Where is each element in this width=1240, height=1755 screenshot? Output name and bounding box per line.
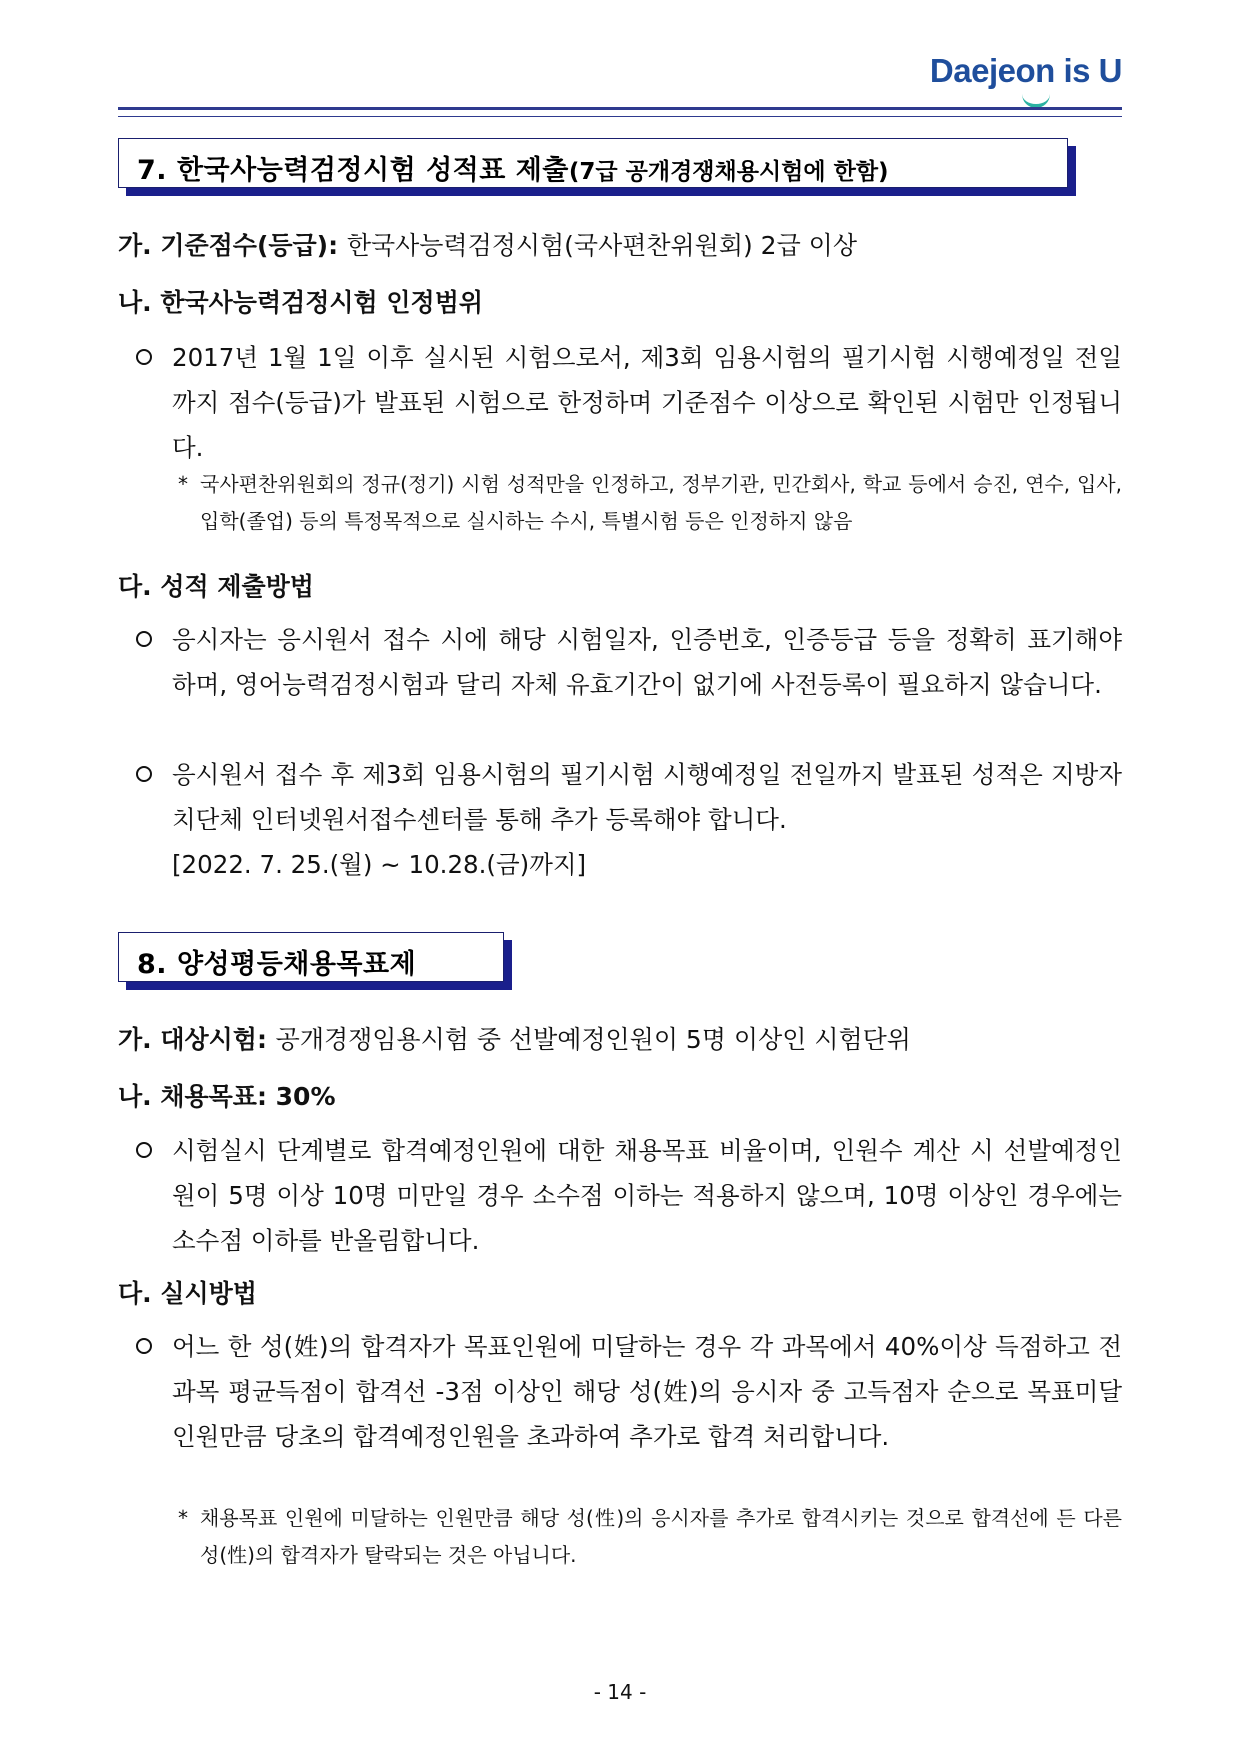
section-8-item-b-heading: 나. 채용목표: 30% (118, 1082, 336, 1111)
item-a-label: 가. 대상시험: (118, 1025, 267, 1054)
section-8-title-box (118, 932, 504, 982)
bullet-text: 시험실시 단계별로 합격예정인원에 대한 채용목표 비율이며, 인원수 계산 시 선발예정인원이 5명 이상 10명 미만일 경우 소수점 이하는 적용하지 않으며, 10명 이상인 경우에는 소수점 이하를 반올림합니다. (172, 1136, 1122, 1255)
bullet-text: 응시자는 응시원서 접수 시에 해당 시험일자, 인증번호, 인증등급 등을 정확히 표기해야 하며, 영어능력검정시험과 달리 자체 유효기간이 없기에 사전등록이 필요하지 않습니다. (172, 625, 1122, 699)
bullet-text: 응시원서 접수 후 제3회 임용시험의 필기시험 시행예정일 전일까지 발표된 성적은 지방자치단체 인터넷원서접수센터를 통해 추가 등록해야 합니다. (172, 760, 1122, 834)
section-7-item-b-note (178, 466, 1122, 540)
note-asterisk-icon: * (178, 472, 188, 496)
note-asterisk-icon: * (178, 1506, 188, 1530)
bullet-text: 어느 한 성(姓)의 합격자가 목표인원에 미달하는 경우 각 과목에서 40%이상 득점하고 전 과목 평균득점이 합격선 -3점 이상인 해당 성(姓)의 응시자 중 고득점자 순으로 목표미달 인원만큼 당초의 합격예정인원을 초과하여 추가로 합격 처리합니다. (172, 1332, 1122, 1451)
section-7-item-b-bullet (136, 335, 1122, 470)
section-8-item-c-heading: 다. 실시방법 (118, 1279, 257, 1308)
page-number: - 14 - (593, 1680, 647, 1704)
section-7-item-c-bullet-1 (136, 617, 1122, 707)
logo-smile-icon (1022, 92, 1050, 108)
section-8-item-b-bullet (136, 1128, 1122, 1263)
section-8-item-a (118, 1020, 911, 1056)
note-text: 채용목표 인원에 미달하는 인원만큼 해당 성(性)의 응시자를 추가로 합격시키는 것으로 합격선에 든 다른 성(性)의 합격자가 탈락되는 것은 아닙니다. (200, 1506, 1122, 1567)
item-a-text: 공개경쟁임용시험 중 선발예정인원이 5명 이상인 시험단위 (275, 1025, 911, 1054)
daejeon-logo (930, 52, 1122, 90)
section-7-title-suffix: (7급 공개경쟁채용시험에 한함) (568, 159, 889, 185)
logo-text: Daejeon is U (929, 52, 1122, 89)
section-7-item-c-heading: 다. 성적 제출방법 (118, 572, 314, 601)
submission-period: [2022. 7. 25.(월) ~ 10.28.(금)까지] (172, 850, 587, 879)
bullet-text: 2017년 1월 1일 이후 실시된 시험으로서, 제3회 임용시험의 필기시험 시행예정일 전일까지 점수(등급)가 발표된 시험으로 한정하며 기준점수 이상으로 확인된 시험만 인정됩니다. (172, 343, 1122, 462)
section-7-item-b-heading: 나. 한국사능력검정시험 인정범위 (118, 288, 484, 317)
item-a-text: 한국사능력검정시험(국사편찬위원회) 2급 이상 (346, 231, 857, 260)
header-rule-thick (118, 107, 1122, 110)
bullet-circle-icon (136, 631, 152, 647)
section-7-title: 7. 한국사능력검정시험 성적표 제출(7급 공개경쟁채용시험에 한함) (137, 155, 889, 186)
bullet-circle-icon (136, 766, 152, 782)
header-rule-thin (118, 116, 1122, 117)
bullet-circle-icon (136, 1338, 152, 1354)
section-8-item-c-bullet (136, 1324, 1122, 1459)
note-text: 국사편찬위원회의 정규(정기) 시험 성적만을 인정하고, 정부기관, 민간회사, 학교 등에서 승진, 연수, 입사, 입학(졸업) 등의 특정목적으로 실시하는 수시, 특별시험 등은 인정하지 않음 (200, 472, 1122, 533)
section-8-title: 8. 양성평등채용목표제 (137, 949, 417, 980)
bullet-circle-icon (136, 349, 152, 365)
section-8-item-c-note (178, 1500, 1122, 1574)
item-a-label: 가. 기준점수(등급): (118, 231, 339, 260)
section-7-item-a (118, 226, 857, 262)
bullet-circle-icon (136, 1142, 152, 1158)
section-7-item-c-bullet-2 (136, 752, 1122, 887)
section-7-title-box (118, 138, 1068, 188)
